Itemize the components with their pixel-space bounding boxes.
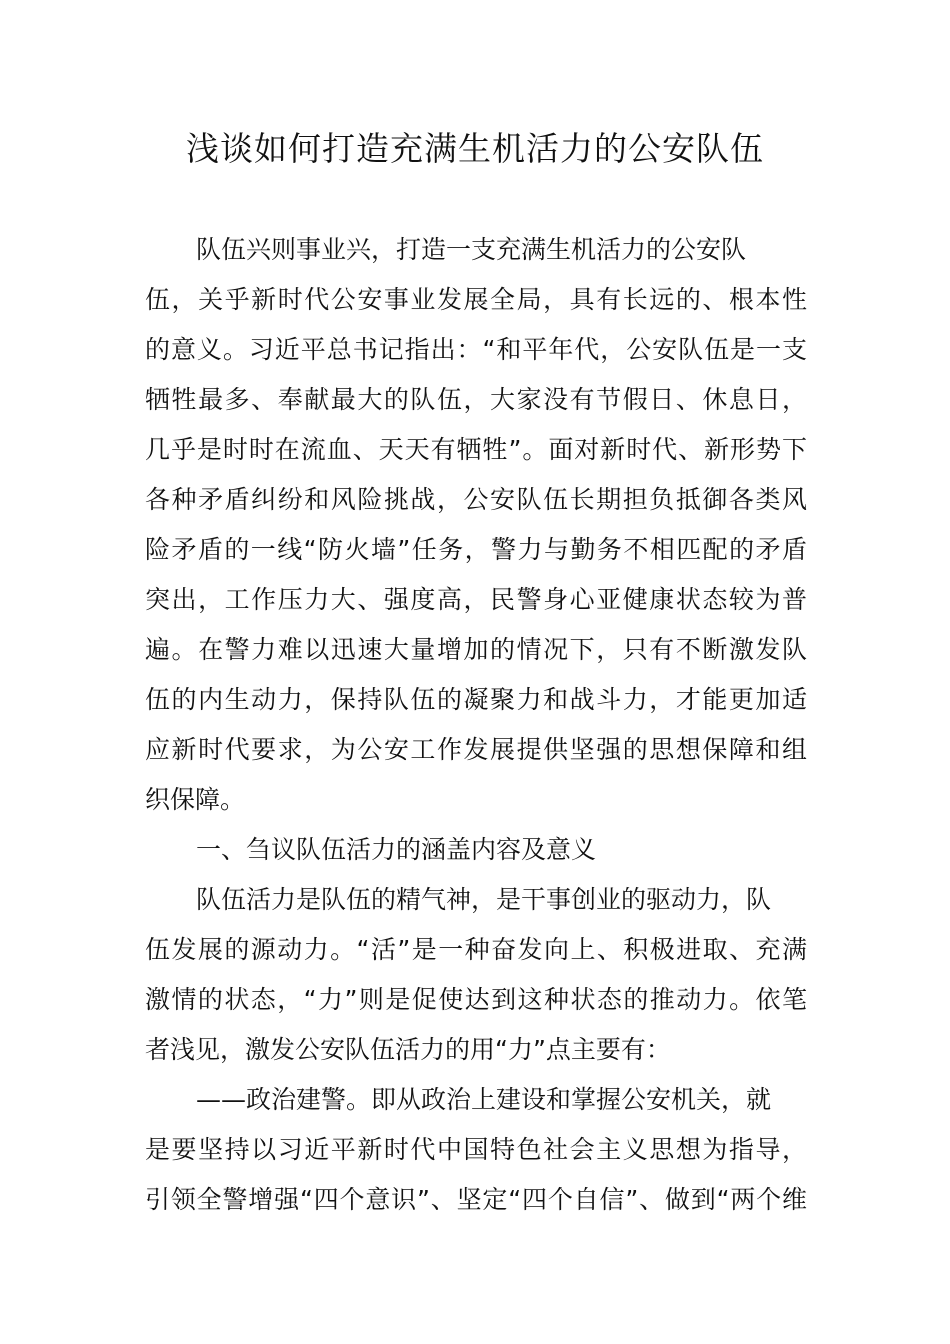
text-line: 突出，工作压力大、强度高，民警身心亚健康状态较为普 <box>145 585 807 614</box>
section-heading: 一、刍议队伍活力的涵盖内容及意义 <box>196 835 597 864</box>
text-line: 各种矛盾纠纷和风险挑战，公安队伍长期担负抵御各类风 <box>145 485 807 514</box>
text-line: 伍的内生动力，保持队伍的凝聚力和战斗力，才能更加适 <box>145 685 807 714</box>
text-line: ——政治建警。即从政治上建设和掌握公安机关，就 <box>196 1085 772 1114</box>
text-line: 队伍活力是队伍的精气神，是干事创业的驱动力，队 <box>196 885 772 914</box>
text-line: 的意义。习近平总书记指出：“和平年代，公安队伍是一支 <box>145 335 807 364</box>
text-line: 伍，关乎新时代公安事业发展全局，具有长远的、根本性 <box>145 285 807 314</box>
text-line: 是要坚持以习近平新时代中国特色社会主义思想为指导， <box>145 1135 807 1164</box>
text-line: 织保障。 <box>145 785 246 814</box>
text-line: 险矛盾的一线“防火墙”任务，警力与勤务不相匹配的矛盾 <box>145 535 807 564</box>
document-body <box>145 225 807 1225</box>
text-line: 引领全警增强“四个意识”、坚定“四个自信”、做到“两个维 <box>145 1185 807 1214</box>
text-line: 伍发展的源动力。“活”是一种奋发向上、积极进取、充满 <box>145 935 807 964</box>
text-line: 牺牲最多、奉献最大的队伍，大家没有节假日、休息日， <box>145 385 807 414</box>
text-line: 队伍兴则事业兴，打造一支充满生机活力的公安队 <box>196 235 747 264</box>
text-line: 遍。在警力难以迅速大量增加的情况下，只有不断激发队 <box>145 635 807 664</box>
text-line: 几乎是时时在流血、天天有牺牲”。面对新时代、新形势下 <box>145 435 807 464</box>
text-line: 应新时代要求，为公安工作发展提供坚强的思想保障和组 <box>145 735 807 764</box>
text-line: 者浅见，激发公安队伍活力的用“力”点主要有： <box>145 1035 671 1064</box>
document-title: 浅谈如何打造充满生机活力的公安队伍 <box>186 129 764 168</box>
text-line: 激情的状态，“力”则是促使达到这种状态的推动力。依笔 <box>145 985 807 1014</box>
